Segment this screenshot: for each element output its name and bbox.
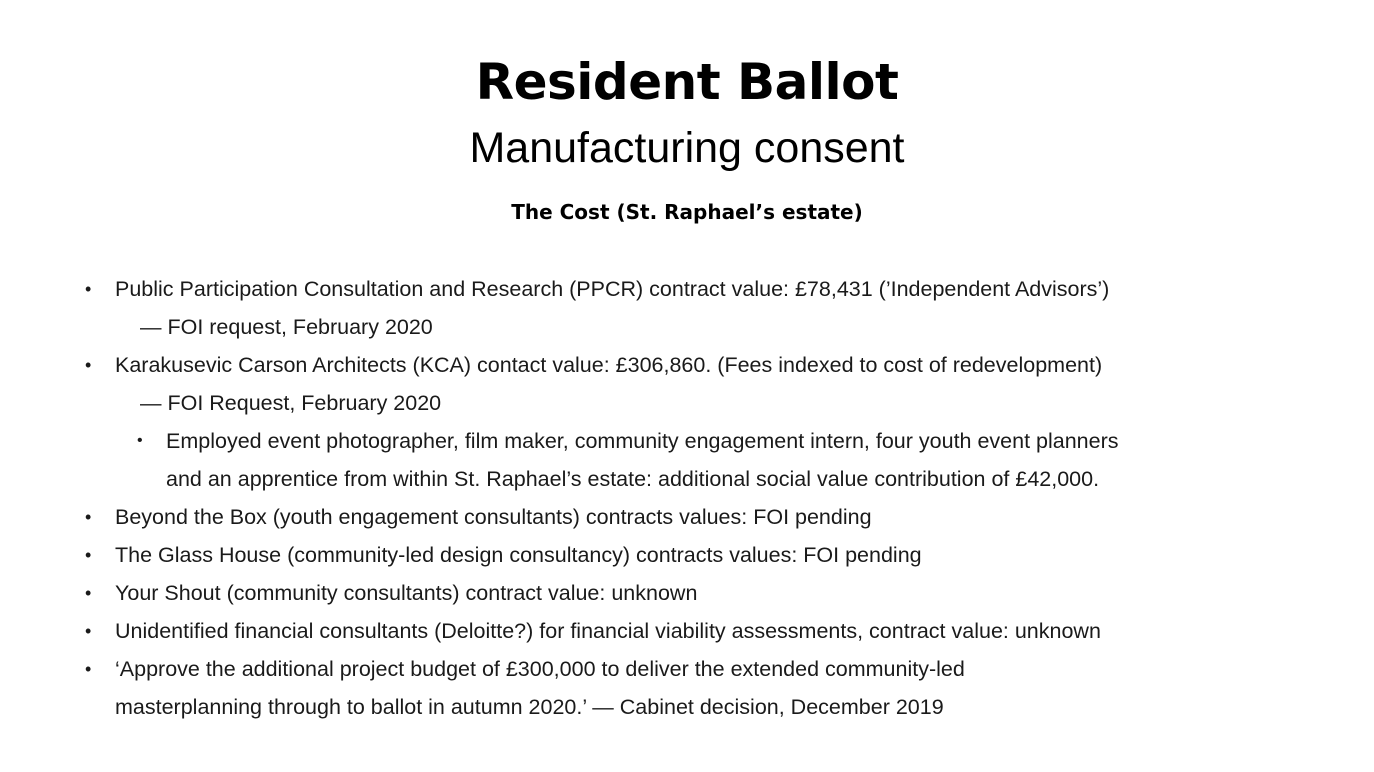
- list-item: [0, 574, 1374, 612]
- bullet-marker: •: [137, 432, 143, 449]
- list-item-text: Karakusevic Carson Architects (KCA) contact value: £306,860. (Fees indexed to cost of redevelopment): [115, 353, 1103, 377]
- slide-title: Resident Ballot: [475, 53, 899, 111]
- bullet-list: [0, 270, 1374, 726]
- list-item-text: The Glass House (community-led design consultancy) contracts values: FOI pending: [115, 543, 922, 567]
- list-item-continuation: [0, 688, 1374, 726]
- list-item: [0, 536, 1374, 574]
- list-item-text-line1: ‘Approve the additional project budget of £300,000 to deliver the extended community-led: [115, 657, 965, 681]
- list-item-text: Public Participation Consultation and Research (PPCR) contract value: £78,431 (’Independent Advisors’): [115, 277, 1110, 301]
- slide-subtitle: Manufacturing consent: [469, 124, 905, 172]
- list-item: [0, 346, 1374, 384]
- bullet-marker: •: [85, 659, 92, 679]
- bullet-marker: •: [85, 583, 92, 603]
- list-item-text-line2: masterplanning through to ballot in autumn 2020.’ — Cabinet decision, December 2019: [115, 695, 944, 719]
- sub-list-item-continuation: [0, 460, 1374, 498]
- list-item-text: Your Shout (community consultants) contract value: unknown: [115, 581, 698, 605]
- list-item: [0, 650, 1374, 688]
- bullet-marker: •: [85, 545, 92, 565]
- list-item-source: [0, 384, 1374, 422]
- sub-list-item: [0, 422, 1374, 460]
- bullet-marker: •: [85, 355, 92, 375]
- section-heading: The Cost (St. Raphael’s estate): [511, 200, 863, 224]
- bullet-marker: •: [85, 507, 92, 527]
- sub-list-item-text-line1: Employed event photographer, film maker, community engagement intern, four youth event planners: [166, 429, 1119, 453]
- list-item: [0, 612, 1374, 650]
- sub-list-item-text-line2: and an apprentice from within St. Raphael’s estate: additional social value contribution of £42,000.: [166, 467, 1100, 491]
- list-item-text: Beyond the Box (youth engagement consultants) contracts values: FOI pending: [115, 505, 872, 529]
- list-item: [0, 498, 1374, 536]
- bullet-marker: •: [85, 621, 92, 641]
- source-citation: — FOI request, February 2020: [140, 315, 433, 339]
- list-item-source: [0, 308, 1374, 346]
- list-item-text: Unidentified financial consultants (Deloitte?) for financial viability assessments, contract value: unknown: [115, 619, 1101, 643]
- source-citation: — FOI Request, February 2020: [140, 391, 442, 415]
- bullet-marker: •: [85, 279, 92, 299]
- list-item: [0, 270, 1374, 308]
